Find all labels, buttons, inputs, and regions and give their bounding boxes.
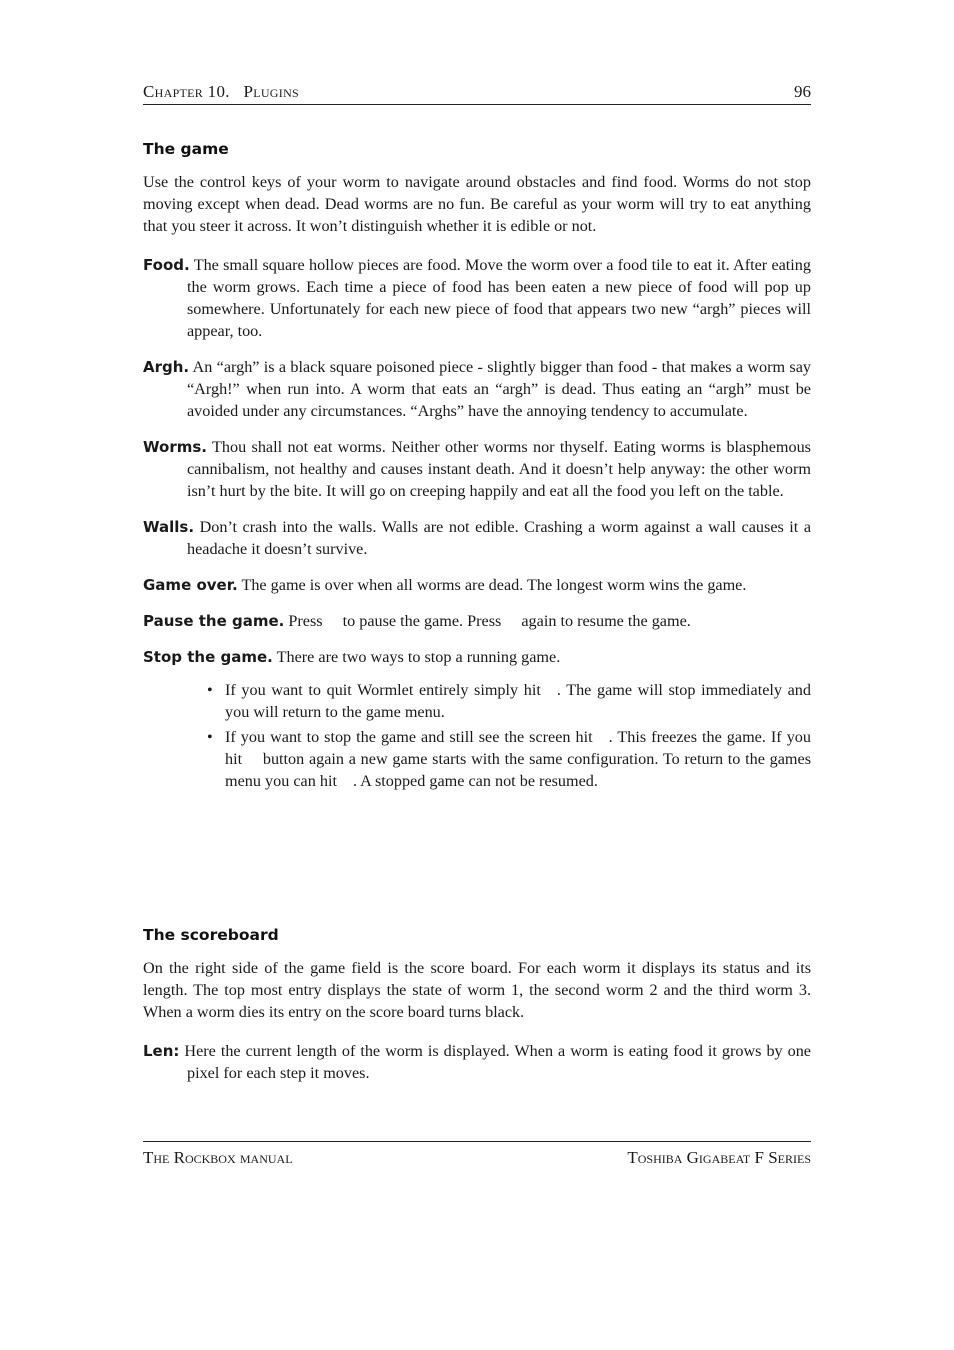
- desc-text: The game is over when all worms are dead. The longest worm wins the game.: [241, 576, 747, 594]
- desc-text: Here the current length of the worm is displayed. When a worm is eating food it grows by one pixel for each step it moves.: [184, 1042, 811, 1082]
- desc-item-walls: [143, 516, 811, 560]
- footer-manual-title: The Rockbox manual: [143, 1148, 293, 1167]
- game-section: [143, 138, 811, 792]
- desc-text: Press: [288, 612, 323, 630]
- desc-term: Walls.: [143, 518, 195, 536]
- desc-text: to pause the game. Press: [342, 612, 502, 630]
- desc-text: Don’t crash into the walls. Walls are not edible. Crashing a worm against a wall causes it a headache it doesn’t survive.: [187, 518, 811, 558]
- desc-item-argh: [143, 356, 811, 422]
- page-number: 96: [794, 82, 811, 101]
- page-footer: [143, 1141, 811, 1167]
- desc-item-food: [143, 254, 811, 342]
- scoreboard-section: [143, 924, 811, 1084]
- footer-device-name: Toshiba Gigabeat F Series: [627, 1148, 811, 1167]
- scoreboard-heading: The scoreboard: [143, 926, 279, 944]
- scoreboard-intro: On the right side of the game field is the score board. For each worm it displays its status and its length. The top most entry displays the state of worm 1, the second worm 2 and the third worm 3. When a worm dies its entry on the score board turns black.: [143, 959, 811, 1021]
- desc-text: Thou shall not eat worms. Neither other worms nor thyself. Eating worms is blasphemous cannibalism, not healthy and causes instant death. And it doesn’t help anyway: the other worm isn’t hurt by the bite. It will go on creeping happily and eat all the food you left on the table.: [187, 438, 811, 500]
- desc-item-game-over: [143, 574, 811, 596]
- desc-term: Worms.: [143, 438, 207, 456]
- desc-term: Food.: [143, 256, 190, 274]
- desc-item-len: [143, 1040, 811, 1084]
- list-item: • If you want to quit Wormlet entirely simply hit . The game will stop immediately and you will return to the game menu.: [207, 681, 811, 721]
- desc-term: Len:: [143, 1042, 180, 1060]
- desc-text: again to resume the game.: [521, 612, 691, 630]
- list-item: • If you want to stop the game and still see the screen hit . This freezes the game. If you hit button again a new game starts with the same configuration. To return to the games menu you can hit . A stopped game can not be resumed.: [207, 728, 811, 790]
- chapter-title: Chapter 10. Plugins: [143, 82, 300, 101]
- bullet-icon: •: [207, 681, 213, 699]
- desc-item-worms: [143, 436, 811, 502]
- game-item-list: [143, 254, 811, 792]
- desc-term: Pause the game.: [143, 612, 285, 630]
- desc-item-stop: [143, 646, 811, 668]
- desc-item-pause: [143, 610, 811, 632]
- game-heading: The game: [143, 140, 229, 158]
- desc-text: An “argh” is a black square poisoned piece - slightly bigger than food - that makes a worm say “Argh!” when run into. A worm that eats an “argh” is dead. Thus eating an “argh” must be avoided under any circumstances. “Arghs” have the annoying tendency to accumulate.: [187, 358, 812, 420]
- page-header: [143, 82, 811, 105]
- desc-term: Game over.: [143, 576, 238, 594]
- desc-text: The small square hollow pieces are food. Move the worm over a food tile to eat it. After eating the worm grows. Each time a piece of food has been eaten a new piece of food will pop up somewhere. Unfortunately for each new piece of food that appears two new “argh” pieces will appear, too.: [187, 256, 811, 340]
- game-intro: Use the control keys of your worm to navigate around obstacles and find food. Worms do not stop moving except when dead. Dead worms are no fun. Be careful as your worm will try to eat anything that you steer it across. It won’t distinguish whether it is edible or not.: [143, 173, 811, 235]
- desc-text: There are two ways to stop a running game.: [276, 648, 561, 666]
- stop-options-list: [143, 679, 811, 792]
- desc-term: Argh.: [143, 358, 190, 376]
- bullet-icon: •: [207, 728, 213, 746]
- desc-term: Stop the game.: [143, 648, 273, 666]
